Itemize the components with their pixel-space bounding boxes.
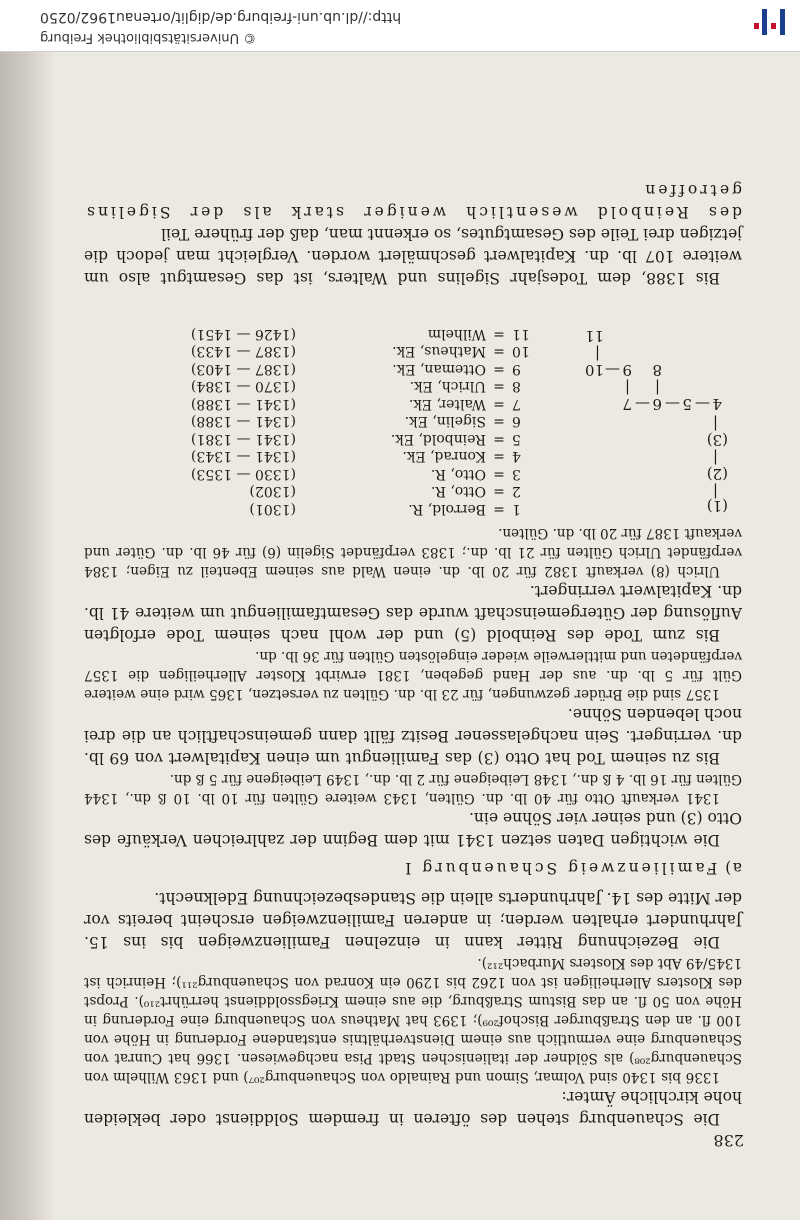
genealogy-number: 9 <box>512 361 521 377</box>
genealogy-number: 7 <box>512 396 521 412</box>
genealogy-row <box>102 342 542 360</box>
tree-branch: | <box>624 379 630 397</box>
paragraph-reinbold-share: des Reinbold wesentlich weniger stark als der Sigelins getroffen <box>84 181 742 221</box>
viewer-footer <box>0 0 800 52</box>
genealogy-dates: (1370 — 1384) <box>190 378 296 395</box>
genealogy-number: 11 <box>512 326 530 342</box>
genealogy-number: 10 <box>512 343 530 360</box>
paper-scan <box>0 52 800 1220</box>
genealogy-name: Walter, Ek. <box>408 396 486 412</box>
tree-dash: — <box>665 395 680 413</box>
genealogy-name: Otteman, Ek. <box>392 361 486 377</box>
paragraph-mercenaries: 1336 bis 1340 sind Volmar, Simon und Rainaldo von Schauenburg²⁰⁷) und 1363 Wilhelm von Schauenburg²⁰⁸) als Söldner der italienischen Stadt Pisa nachgewiesen. 1366 hat Cunrat von Schauenburg eine vermutlich aus einem Dienstverhältnis entstandene Forderung in Höhe von 100 fl. an den Straßburger Bischof²⁰⁹); 1393 hat Matheus von Schauenburg eine Forderung in Höhe von 50 fl. an das Bistum Straßburg, die aus einem Kriegssolddienst herrührt²¹⁰). Propst des Klosters Allerheiligen ist von 1262 bis 1290 ein Konrad von Schauenburg²¹¹); Heinrich ist 1345/49 Abt des Klosters Murbach²¹²). <box>84 955 742 1085</box>
genealogy-name: Matheus, Ek. <box>392 343 486 360</box>
genealogy-dates: (1302) <box>249 483 296 500</box>
paragraph-sales-1341: 1341 verkauft Otto für 40 lb. dn. Gülten, 1343 weitere Gülten für 10 lb. 10 ß dn., 1344 Gülten für 16 lb. 4 ß dn., 1348 Leibeigene für 2 lb. dn., 1349 Leibeigene für 5 ß dn. <box>84 771 742 806</box>
genealogy-number: 5 <box>512 431 521 447</box>
genealogy-list <box>102 325 542 518</box>
genealogy-number: 4 <box>512 448 521 465</box>
genealogy-tree <box>584 295 732 517</box>
genealogy-name: Reinbold, Ek. <box>390 431 486 447</box>
genealogy-equals: = <box>493 343 505 360</box>
genealogy-dates: (1341 — 1343) <box>190 448 296 465</box>
genealogy-name: Ulrich, Ek. <box>409 378 486 395</box>
paragraph-dates: Die wichtigen Daten setzen 1341 mit dem Beginn der zahlreichen Verkäufe des Otto (3) und seiner vier Söhne ein. <box>84 809 742 849</box>
tree-node: (3) <box>706 431 728 449</box>
genealogy-name: Berrold, R. <box>408 501 486 517</box>
page-edge-shadow <box>0 52 56 1220</box>
genealogy-row <box>102 482 542 500</box>
tree-node: (1) <box>706 497 728 515</box>
genealogy-dates: (1330 — 1353) <box>190 466 296 482</box>
genealogy-dates: (1341 — 1388) <box>190 396 296 412</box>
paragraph-reinbold: Bis zum Tode des Reinbold (5) und der wohl nach seinem Tode erfolgten Auflösung der Gütergemeinschaft wurde das Gesamtfamiliengut um weitere 41 lb. dn. Kapitalwert verringert. <box>84 582 742 644</box>
genealogy-row <box>102 500 542 518</box>
section-heading <box>84 857 742 879</box>
paragraph-brothers-1357: 1357 sind die Brüder gezwungen, für 23 lb. dn. Gülten zu versetzen, 1365 wird eine weitere Gült für 5 lb. dn. aus der Hand gegeben, 1381 erwirbt Kloster Allerheiligen die 1357 verpfändeten und mittlerweile wieder eingelösten Gülten für 36 lb. dn. <box>84 648 742 702</box>
genealogy-row <box>102 377 542 395</box>
paragraph-ulrich: Ulrich (8) verkauft 1382 für 20 lb. dn. einen Wald aus seinem Ebenteil zu Eigen; 1384 verpfändet Ulrich Gülten für 21 lb. dn.; 1383 verpfändet Sigelin (6) für 46 lb. dn. Güter und verkauft 1387 für 20 lb. dn. Gülten. <box>84 525 742 579</box>
genealogy-row <box>102 465 542 483</box>
genealogy-equals: = <box>493 413 505 430</box>
genealogy-row <box>102 412 542 430</box>
genealogy-dates: (1387 — 1403) <box>190 361 296 377</box>
genealogy-equals: = <box>493 378 505 395</box>
tree-branch: | <box>654 379 660 397</box>
tree-branch: | <box>712 483 718 501</box>
genealogy-name: Wilhelm <box>427 326 486 342</box>
genealogy-row <box>102 430 542 448</box>
paragraph-otto-death: Bis zu seinem Tod hat Otto (3) das Familiengut um einen Kapitalwert von 69 lb. dn. verringert. Sein nachgelassener Besitz fällt dann gemeinschaftlich an die drei noch lebenden Söhne. <box>84 705 742 767</box>
genealogy-number: 3 <box>512 466 521 482</box>
genealogy-number: 8 <box>512 378 521 395</box>
genealogy-name: Sigelin, Ek. <box>404 413 486 430</box>
paragraph-1388: Bis 1388, dem Todesjahr Sigelins und Walters, ist das Gesamtgut also um weitere 107 lb. dn. Kapitalwert geschmälert worden. Vergleicht man jedoch die jetzigen drei Teile des Gesamtgutes, so erkennt man, daß der frühere Teil <box>84 225 742 287</box>
paragraph-intro: Die Schauenburg stehen des öfteren in fremdem Solddienst oder bekleiden hohe kirchliche Ämter: <box>84 1088 742 1128</box>
footer-copyright: © Universitätsbibliothek Freiburg <box>40 30 257 45</box>
genealogy-dates: (1387 — 1433) <box>190 343 296 360</box>
genealogy-number: 2 <box>512 483 521 500</box>
genealogy-row <box>102 360 542 378</box>
tree-node: 7 <box>622 395 632 413</box>
genealogy-number: 1 <box>512 501 521 517</box>
paragraph-ritter: Die Bezeichnung Ritter kann in einzelnen Familienzweigen bis ins 15. Jahrhundert erhalten werden; in anderen Familienzweigen erscheint bereits vor der Mitte des 14. Jahrhunderts allein die Standesbezeichnung Edelknecht. <box>84 889 742 951</box>
tree-node: 5 <box>682 395 692 413</box>
genealogy-row <box>102 447 542 465</box>
footer-url-link[interactable]: http://dl.ub.uni-freiburg.de/diglit/ortenau1962/0250 <box>40 9 402 25</box>
genealogy-equals: = <box>493 448 505 465</box>
genealogy-row <box>102 395 542 413</box>
tree-node: 6 <box>652 395 662 413</box>
section-heading-text: Familienzweig Schauenburg I <box>402 859 718 877</box>
tree-dash: — <box>695 395 710 413</box>
section-heading-prefix: a) <box>723 859 742 877</box>
tree-branch: | <box>712 415 718 433</box>
tree-branch: | <box>594 345 600 363</box>
genealogy-dates: (1301) <box>249 501 296 517</box>
tree-dash: — <box>605 361 620 379</box>
university-logo-icon <box>750 7 788 37</box>
tree-dash: — <box>635 395 650 413</box>
genealogy-equals: = <box>493 483 505 500</box>
genealogy-row <box>102 325 542 343</box>
tree-node: (2) <box>706 465 728 483</box>
genealogy-name: Konrad, Ek. <box>402 448 486 465</box>
genealogy-equals: = <box>493 396 505 412</box>
tree-node: 10 <box>584 361 604 379</box>
genealogy-dates: (1341 — 1388) <box>190 413 296 430</box>
genealogy-dates: (1341 — 1381) <box>190 431 296 447</box>
body-text <box>84 179 742 1130</box>
genealogy-number: 6 <box>512 413 521 430</box>
tree-node: 9 <box>622 361 632 379</box>
genealogy-equals: = <box>493 326 505 342</box>
genealogy-table <box>84 295 742 517</box>
genealogy-equals: = <box>493 501 505 517</box>
page-number: 238 <box>713 1131 744 1150</box>
tree-node: 8 <box>652 361 662 379</box>
genealogy-name: Otto, R. <box>430 466 486 482</box>
genealogy-equals: = <box>493 431 505 447</box>
tree-branch: | <box>712 449 718 467</box>
genealogy-name: Otto, R. <box>430 483 486 500</box>
genealogy-equals: = <box>493 466 505 482</box>
genealogy-dates: (1426 — 1451) <box>190 326 296 342</box>
tree-node: 11 <box>584 327 604 345</box>
tree-node: 4 <box>712 395 722 413</box>
genealogy-equals: = <box>493 361 505 377</box>
